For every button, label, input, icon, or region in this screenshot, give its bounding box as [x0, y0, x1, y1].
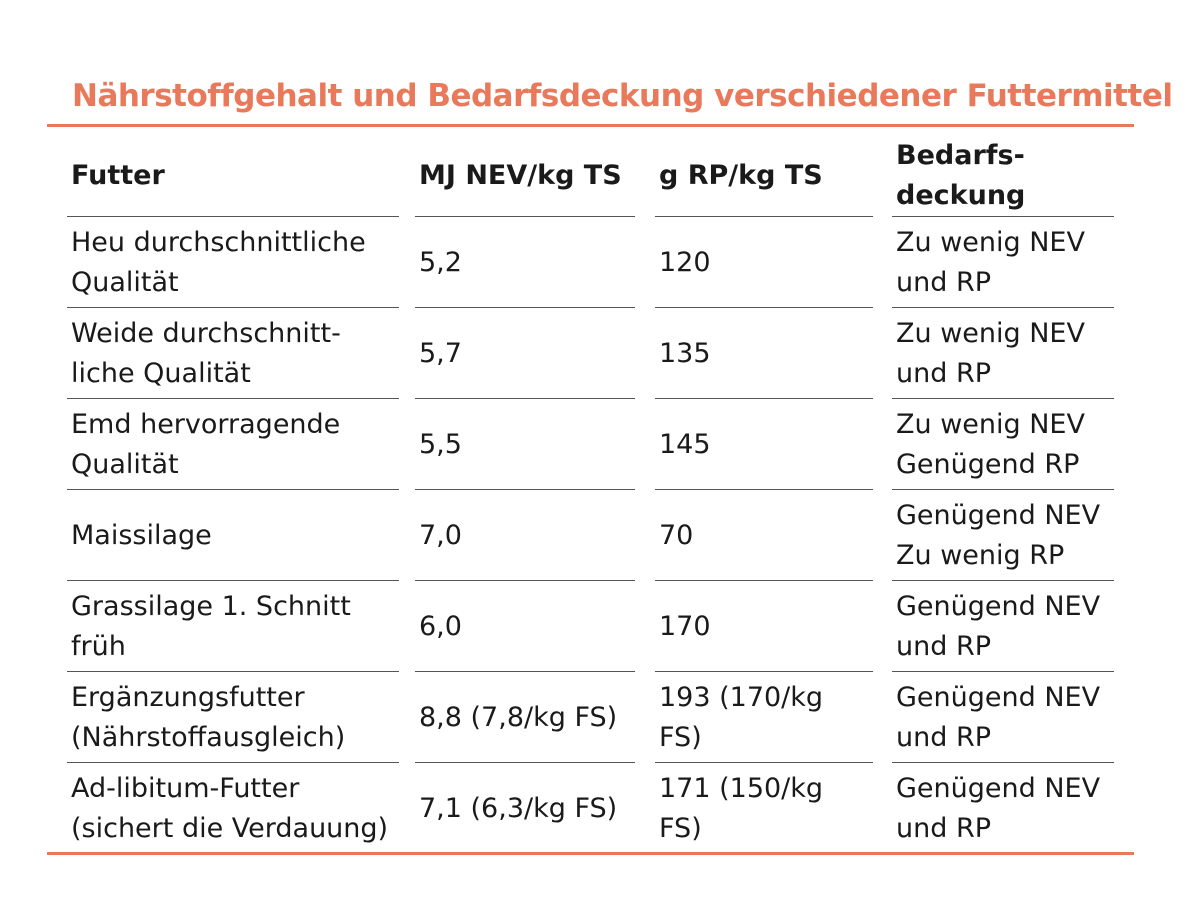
- cell-nev: 5,7: [415, 309, 635, 399]
- cell-futter: Weide durchschnitt- liche Qualität: [67, 309, 399, 399]
- cell-nev: 6,0: [415, 582, 635, 672]
- cell-rp: 120: [655, 218, 873, 308]
- cell-nev: 7,1 (6,3/kg FS): [419, 793, 618, 824]
- cell-rp: 135: [655, 309, 873, 399]
- cell-futter: Ad-libitum-Futter (sichert die Verdauung): [71, 773, 389, 844]
- cell-nev: 7,0: [415, 491, 635, 581]
- cell-rp: 145: [655, 400, 873, 490]
- cell-nev: 5,5: [415, 400, 635, 490]
- cell-futter: Ergänzungsfutter (Nährstoffausgleich): [67, 673, 399, 763]
- cell-bedarfsdeckung: Zu wenig NEV und RP: [892, 309, 1114, 399]
- cell-rp: 70: [655, 491, 873, 581]
- cell-nev: 5,2: [415, 218, 635, 308]
- cell-bedarfsdeckung: Genügend NEV und RP: [892, 582, 1114, 672]
- table-bottom-rule: [47, 852, 1134, 855]
- header-futter: Futter: [67, 135, 399, 217]
- cell-futter: Grassilage 1. Schnitt früh: [67, 582, 399, 672]
- cell-bedarfsdeckung: Genügend NEV und RP: [896, 773, 1101, 844]
- cell-futter: Heu durchschnittliche Qualität: [67, 218, 399, 308]
- cell-rp: 170: [655, 582, 873, 672]
- title-rule: [47, 124, 1134, 127]
- header-nev: MJ NEV/kg TS: [415, 135, 635, 217]
- cell-bedarfsdeckung: Zu wenig NEV Genügend RP: [892, 400, 1114, 490]
- cell-bedarfsdeckung: Zu wenig NEV und RP: [892, 218, 1114, 308]
- header-rp: g RP/kg TS: [655, 135, 873, 217]
- cell-futter: Emd hervorragende Qualität: [67, 400, 399, 490]
- header-bedarfsdeckung: Bedarfs- deckung: [892, 135, 1114, 217]
- cell-rp: 193 (170/kg FS): [655, 673, 873, 763]
- cell-rp: 171 (150/kg FS): [659, 773, 824, 844]
- cell-futter: Maissilage: [67, 491, 399, 581]
- cell-bedarfsdeckung: Genügend NEV Zu wenig RP: [892, 491, 1114, 581]
- cell-bedarfsdeckung: Genügend NEV und RP: [892, 673, 1114, 763]
- table-title: Nährstoffgehalt und Bedarfsdeckung verschiedener Futtermittel: [72, 78, 1173, 114]
- cell-nev: 8,8 (7,8/kg FS): [415, 673, 635, 763]
